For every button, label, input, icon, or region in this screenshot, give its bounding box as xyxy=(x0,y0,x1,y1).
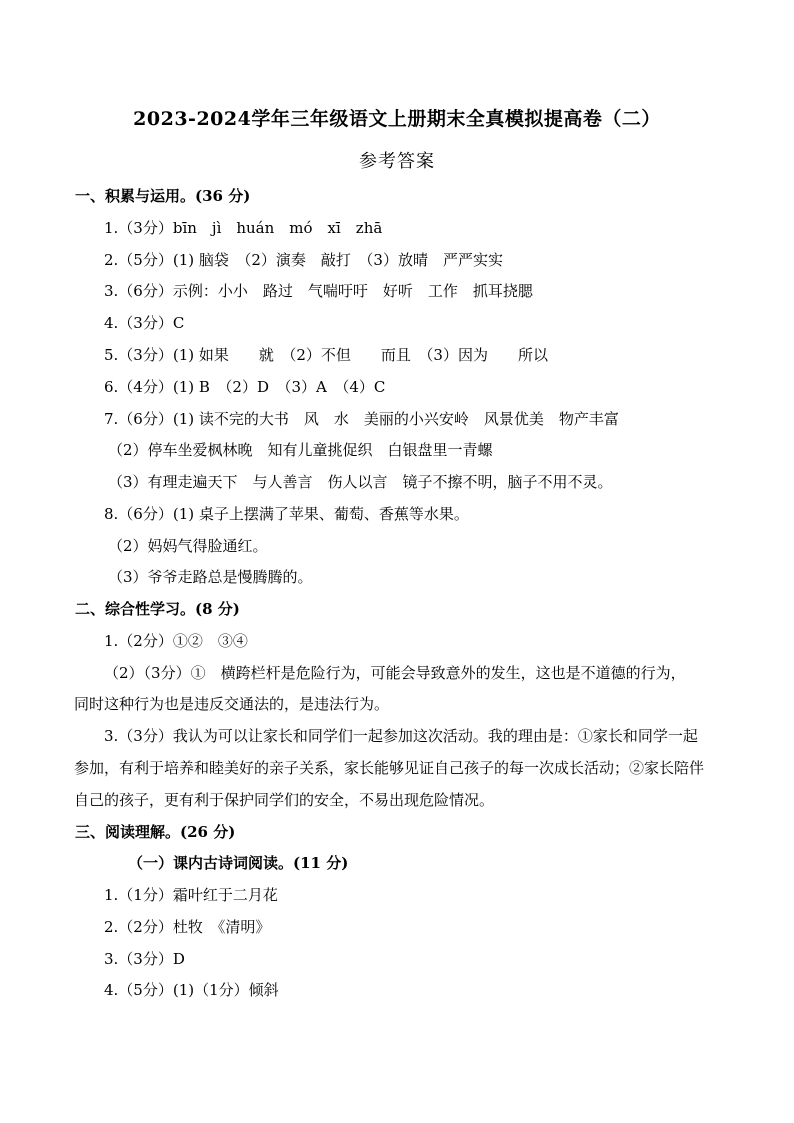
answer-line: 1.（3分）bīn jì huán mó xī zhā xyxy=(104,219,383,237)
answer-line: 3.（3分）我认为可以让家长和同学们一起参加这次活动。我的理由是：①家长和同学一起 xyxy=(104,727,698,745)
answer-line: 3.（6分）示例：小小 路过 气喘吁吁 好听 工作 抓耳挠腮 xyxy=(104,282,533,300)
section-heading-1: 一、积累与运用。(36 分) xyxy=(75,187,251,205)
answer-line: 4.（5分）(1)（1分）倾斜 xyxy=(104,981,279,999)
answer-line: （3）爷爷走路总是慢腾腾的。 xyxy=(108,568,313,586)
answer-line: （2）（3分）① 横跨栏杆是危险行为，可能会导致意外的发生，这也是不道德的行为， xyxy=(104,664,686,682)
subsection-heading: （一）课内古诗词阅读。(11 分) xyxy=(128,854,349,872)
answer-line: 1.（1分）霜叶红于二月花 xyxy=(104,886,278,904)
answer-line: 1.（2分）①② ③④ xyxy=(104,632,248,650)
answer-line: （2）停车坐爱枫林晚 知有儿童挑促织 白银盘里一青螺 xyxy=(108,441,493,459)
page-title: 2023-2024学年三年级语文上册期末全真模拟提高卷（二） xyxy=(133,108,661,130)
answer-line: 3.（3分）D xyxy=(104,950,185,968)
answer-line: 7.（6分）(1) 读不完的大书 风 水 美丽的小兴安岭 风景优美 物产丰富 xyxy=(104,410,619,428)
answer-line: 6.（4分）(1) B （2）D （3）A （4）C xyxy=(104,378,386,396)
answer-line: （2）妈妈气得脸通红。 xyxy=(108,537,268,555)
page-subtitle: 参考答案 xyxy=(359,151,435,172)
section-heading-3: 三、阅读理解。(26 分) xyxy=(75,823,236,841)
answer-line: 自己的孩子，更有利于保护同学们的安全，不易出现危险情况。 xyxy=(74,791,495,809)
answer-line: 参加，有利于培养和睦美好的亲子关系，家长能够见证自己孩子的每一次成长活动；②家长陪伴 xyxy=(74,759,705,777)
answer-line: 4.（3分）C xyxy=(104,314,185,332)
answer-line: 5.（3分）(1) 如果 就 （2）不但 而且 （3）因为 所以 xyxy=(104,346,548,364)
answer-line: （3）有理走遍天下 与人善言 伤人以言 镜子不擦不明，脑子不用不灵。 xyxy=(108,473,613,491)
section-heading-2: 二、综合性学习。(8 分) xyxy=(75,600,240,618)
answer-line: 2.（5分）(1) 脑袋 （2）演奏 敲打 （3）放晴 严严实实 xyxy=(104,251,503,269)
answer-line: 同时这种行为也是违反交通法的，是违法行为。 xyxy=(74,695,390,713)
answer-line: 2.（2分）杜牧 《清明》 xyxy=(104,918,271,936)
answer-line: 8.（6分）(1) 桌子上摆满了苹果、葡萄、香蕉等水果。 xyxy=(104,505,469,523)
